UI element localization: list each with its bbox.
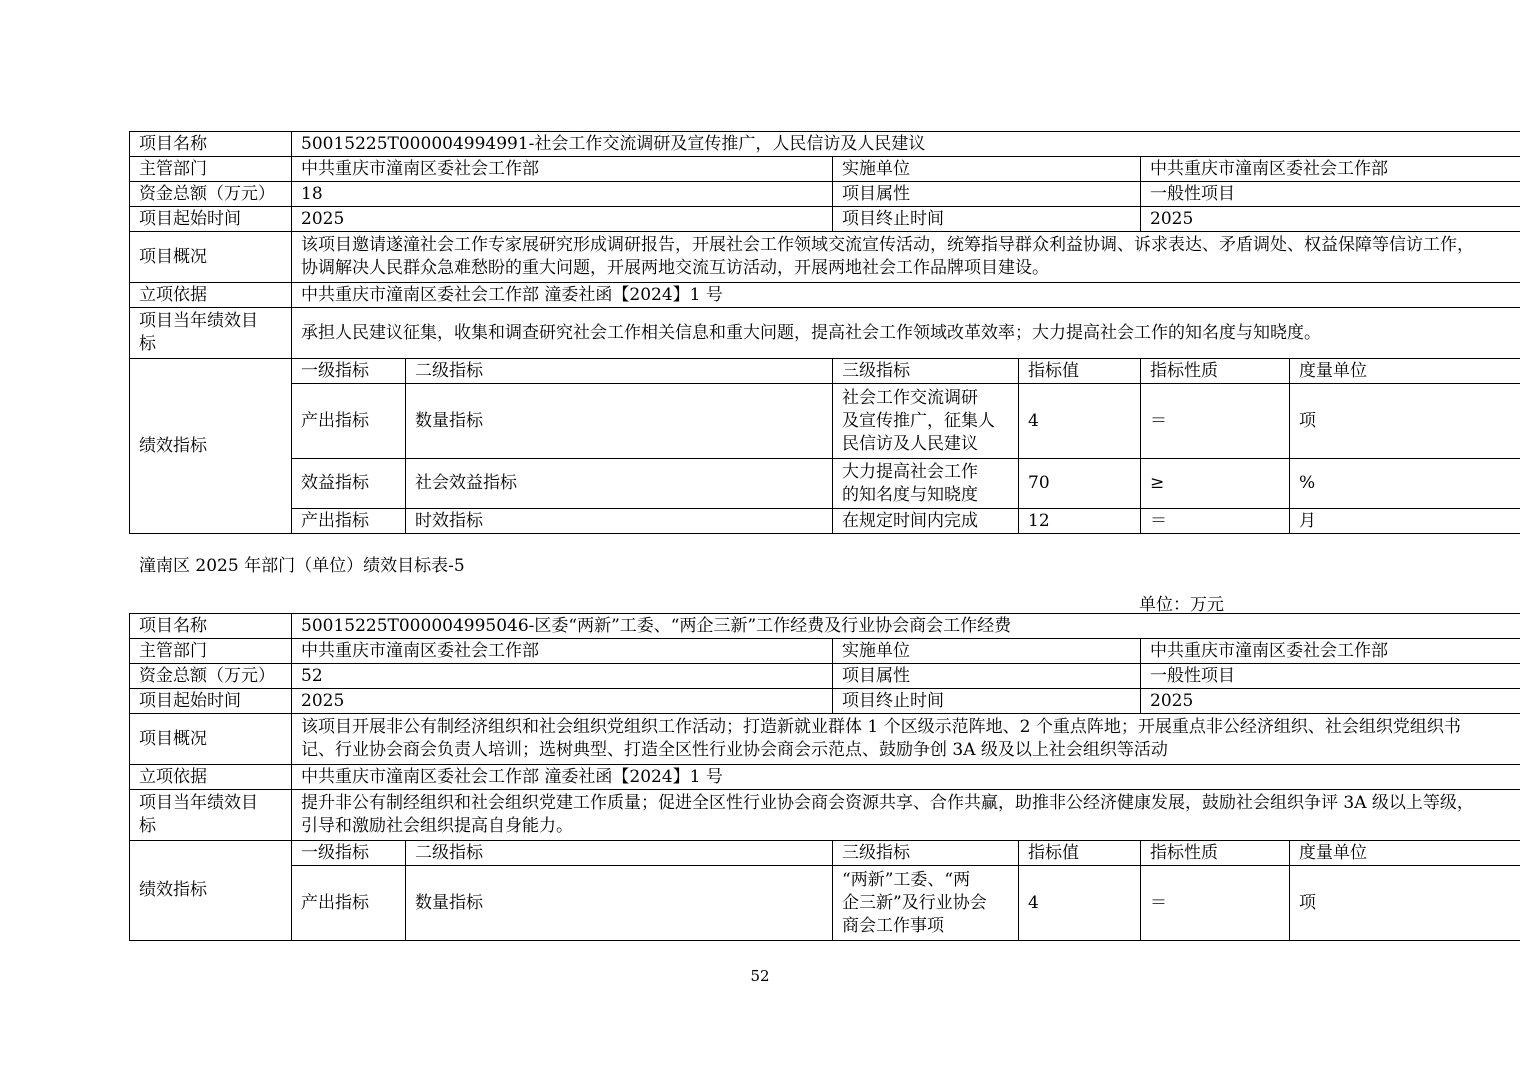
basis-value: 中共重庆市潼南区委社会工作部 潼委社函【2024】1 号 <box>292 765 1520 790</box>
header-unit: 度量单位 <box>1290 841 1520 866</box>
level2-cell: 数量指标 <box>406 866 833 941</box>
end-label: 项目终止时间 <box>833 207 1141 232</box>
dept-label: 主管部门 <box>130 639 292 664</box>
end-value: 2025 <box>1141 689 1520 714</box>
nature-cell: ＝ <box>1141 866 1290 941</box>
goal-label-line: 项目当年绩效目 <box>139 311 258 331</box>
level2-cell: 社会效益指标 <box>406 459 833 509</box>
level2-cell: 数量指标 <box>406 384 833 459</box>
overview-line: 该项目开展非公有制经济组织和社会组织党组织工作活动；打造新就业群体 1 个区级示范阵地、2 个重点阵地；开展重点非公经济组织、社会组织党组织书 <box>301 717 1461 737</box>
value-cell: 12 <box>1019 509 1141 534</box>
fund-value: 52 <box>292 664 833 689</box>
header-level3: 三级指标 <box>833 841 1019 866</box>
value-cell: 4 <box>1019 384 1141 459</box>
unit-cell: % <box>1290 459 1520 509</box>
perf-label: 绩效指标 <box>130 359 292 534</box>
level3-cell <box>833 866 1019 941</box>
goal-label-line: 标 <box>139 334 156 354</box>
table-row <box>130 459 1520 509</box>
fund-label: 资金总额（万元） <box>130 664 292 689</box>
level3-line: 企三新”及行业协会 <box>842 892 987 913</box>
level3-cell <box>833 509 1019 534</box>
impl-unit-value: 中共重庆市潼南区委社会工作部 <box>1141 639 1520 664</box>
header-level1: 一级指标 <box>292 359 406 384</box>
project-name-label: 项目名称 <box>130 614 292 639</box>
overview-label: 项目概况 <box>130 714 292 765</box>
unit-label: 单位：万元 <box>1139 595 1224 615</box>
goal-value: 承担人民建议征集，收集和调查研究社会工作相关信息和重大问题，提高社会工作领域改革效率；大力提高社会工作的知名度与知晓度。 <box>292 308 1520 359</box>
overview-value <box>292 714 1520 765</box>
header-nature: 指标性质 <box>1141 841 1290 866</box>
goal-label <box>130 790 292 841</box>
unit-cell: 项 <box>1290 384 1520 459</box>
overview-value <box>292 232 1520 283</box>
performance-table-4 <box>129 131 1520 534</box>
attr-value: 一般性项目 <box>1141 182 1520 207</box>
table-row <box>130 384 1520 459</box>
project-name-value: 50015225T000004995046-区委“两新”工委、“两企三新”工作经费及行业协会商会工作经费 <box>292 614 1520 639</box>
table-caption: 潼南区 2025 年部门（单位）绩效目标表-5 <box>139 556 465 576</box>
unit-cell: 项 <box>1290 866 1520 941</box>
overview-line: 记、行业协会商会负责人培训；选树典型、打造全区性行业协会商会示范点、鼓励争创 3A 级及以上社会组织等活动 <box>301 740 1168 760</box>
project-name-value: 50015225T000004994991-社会工作交流调研及宣传推广，人民信访及人民建议 <box>292 132 1520 157</box>
unit-cell: 月 <box>1290 509 1520 534</box>
overview-line: 协调解决人民群众急难愁盼的重大问题，开展两地交流互访活动，开展两地社会工作品牌项目建设。 <box>301 258 1049 278</box>
basis-value: 中共重庆市潼南区委社会工作部 潼委社函【2024】1 号 <box>292 283 1520 308</box>
end-value: 2025 <box>1141 207 1520 232</box>
level3-line: 大力提高社会工作 <box>842 461 978 482</box>
goal-line: 引导和激励社会组织提高自身能力。 <box>301 816 573 836</box>
attr-label: 项目属性 <box>833 664 1141 689</box>
header-nature: 指标性质 <box>1141 359 1290 384</box>
header-level2: 二级指标 <box>406 359 833 384</box>
project-name-label: 项目名称 <box>130 132 292 157</box>
level3-cell <box>833 384 1019 459</box>
basis-label: 立项依据 <box>130 283 292 308</box>
goal-line: 提升非公有制经组织和社会组织党建工作质量；促进全区性行业协会商会资源共享、合作共赢，助推非公经济健康发展，鼓励社会组织争评 3A 级以上等级， <box>301 793 1474 813</box>
impl-unit-label: 实施单位 <box>833 157 1141 182</box>
level3-line: 社会工作交流调研 <box>842 387 978 408</box>
overview-line: 该项目邀请遂潼社会工作专家展研究形成调研报告，开展社会工作领域交流宣传活动，统筹指导群众利益协调、诉求表达、矛盾调处、权益保障等信访工作， <box>301 235 1474 255</box>
level3-cell <box>833 459 1019 509</box>
level3-line: “两新”工委、“两 <box>842 869 971 890</box>
dept-value: 中共重庆市潼南区委社会工作部 <box>292 639 833 664</box>
level1-cell: 产出指标 <box>292 384 406 459</box>
start-value: 2025 <box>292 689 833 714</box>
header-unit: 度量单位 <box>1290 359 1520 384</box>
level3-line: 及宣传推广，征集人 <box>842 410 995 431</box>
perf-label: 绩效指标 <box>130 841 292 941</box>
level3-line: 民信访及人民建议 <box>842 433 978 454</box>
header-value: 指标值 <box>1019 841 1141 866</box>
nature-cell: ＝ <box>1141 509 1290 534</box>
level3-line: 商会工作事项 <box>842 915 944 936</box>
goal-label-line: 项目当年绩效目 <box>139 793 258 813</box>
header-level2: 二级指标 <box>406 841 833 866</box>
dept-value: 中共重庆市潼南区委社会工作部 <box>292 157 833 182</box>
impl-unit-value: 中共重庆市潼南区委社会工作部 <box>1141 157 1520 182</box>
start-value: 2025 <box>292 207 833 232</box>
level2-cell: 时效指标 <box>406 509 833 534</box>
header-level3: 三级指标 <box>833 359 1019 384</box>
value-cell: 4 <box>1019 866 1141 941</box>
table-row <box>130 509 1520 534</box>
goal-label <box>130 308 292 359</box>
level1-cell: 产出指标 <box>292 509 406 534</box>
overview-label: 项目概况 <box>130 232 292 283</box>
page-number: 52 <box>750 967 770 985</box>
table-row <box>130 866 1520 941</box>
header-level1: 一级指标 <box>292 841 406 866</box>
performance-table-5 <box>129 613 1520 941</box>
level1-cell: 产出指标 <box>292 866 406 941</box>
fund-value: 18 <box>292 182 833 207</box>
attr-value: 一般性项目 <box>1141 664 1520 689</box>
level3-line: 的知名度与知晓度 <box>842 484 978 505</box>
goal-value <box>292 790 1520 841</box>
goal-label-line: 标 <box>139 816 156 836</box>
attr-label: 项目属性 <box>833 182 1141 207</box>
value-cell: 70 <box>1019 459 1141 509</box>
start-label: 项目起始时间 <box>130 207 292 232</box>
level3-line: 在规定时间内完成 <box>842 510 978 531</box>
basis-label: 立项依据 <box>130 765 292 790</box>
nature-cell: ＝ <box>1141 384 1290 459</box>
impl-unit-label: 实施单位 <box>833 639 1141 664</box>
header-value: 指标值 <box>1019 359 1141 384</box>
level1-cell: 效益指标 <box>292 459 406 509</box>
start-label: 项目起始时间 <box>130 689 292 714</box>
fund-label: 资金总额（万元） <box>130 182 292 207</box>
end-label: 项目终止时间 <box>833 689 1141 714</box>
dept-label: 主管部门 <box>130 157 292 182</box>
nature-cell: ≥ <box>1141 459 1290 509</box>
